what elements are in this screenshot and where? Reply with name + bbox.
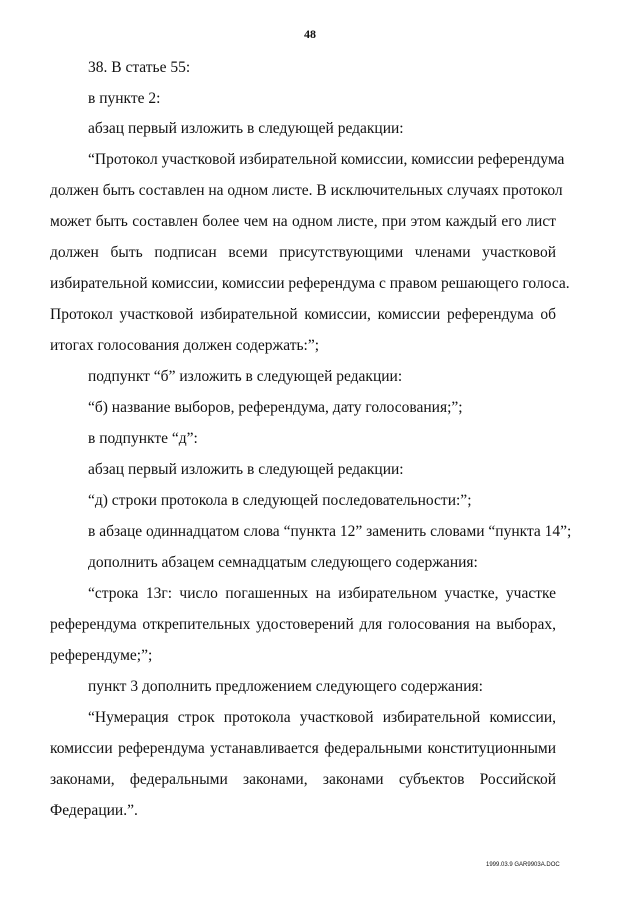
text-line: в подпункте “д”: [88, 430, 198, 447]
text-line: в абзаце одиннадцатом слова “пункта 12” заменить словами “пункта 14”; [88, 523, 572, 540]
text-line: должен быть составлен на одном листе. В исключительных случаях протокол [50, 182, 563, 199]
text-line: итогах голосования должен содержать:”; [50, 337, 320, 354]
page-number: 48 [304, 27, 316, 41]
text-line: пункт 3 дополнить предложением следующего содержания: [88, 678, 483, 695]
text-line: комиссии референдума устанавливается федеральными конституционными [50, 740, 556, 757]
text-line: должен быть подписан всеми присутствующими членами участковой [50, 244, 556, 261]
text-line: “Протокол участковой избирательной комиссии, комиссии референдума [88, 151, 565, 168]
text-line: “б) название выборов, референдума, дату голосования;”; [88, 399, 463, 416]
text-line: “строка 13г: число погашенных на избирательном участке, участке [88, 585, 556, 602]
text-line: абзац первый изложить в следующей редакции: [88, 461, 404, 478]
text-line: референдуме;”; [50, 647, 153, 664]
text-line: абзац первый изложить в следующей редакции: [88, 120, 404, 137]
text-line: дополнить абзацем семнадцатым следующего содержания: [88, 554, 478, 571]
text-line: может быть составлен более чем на одном листе, при этом каждый его лист [50, 213, 556, 230]
text-line: “Нумерация строк протокола участковой избирательной комиссии, [88, 709, 556, 726]
text-line: Федерации.”. [50, 802, 138, 819]
text-line: “д) строки протокола в следующей последовательности:”; [88, 492, 472, 509]
text-line: референдума открепительных удостоверений для голосования на выборах, [50, 616, 556, 633]
text-line: Протокол участковой избирательной комиссии, комиссии референдума об [50, 306, 556, 323]
text-line: избирательной комиссии, комиссии референдума с правом решающего голоса. [50, 275, 570, 292]
text-line: в пункте 2: [88, 90, 161, 107]
text-line: 38. В статье 55: [88, 59, 191, 76]
text-line: подпункт “б” изложить в следующей редакции: [88, 368, 403, 385]
footer-filename: 1999.03.9 GAR9903A.DOC [486, 862, 560, 868]
text-line: законами, федеральными законами, законами субъектов Российской [50, 771, 556, 788]
